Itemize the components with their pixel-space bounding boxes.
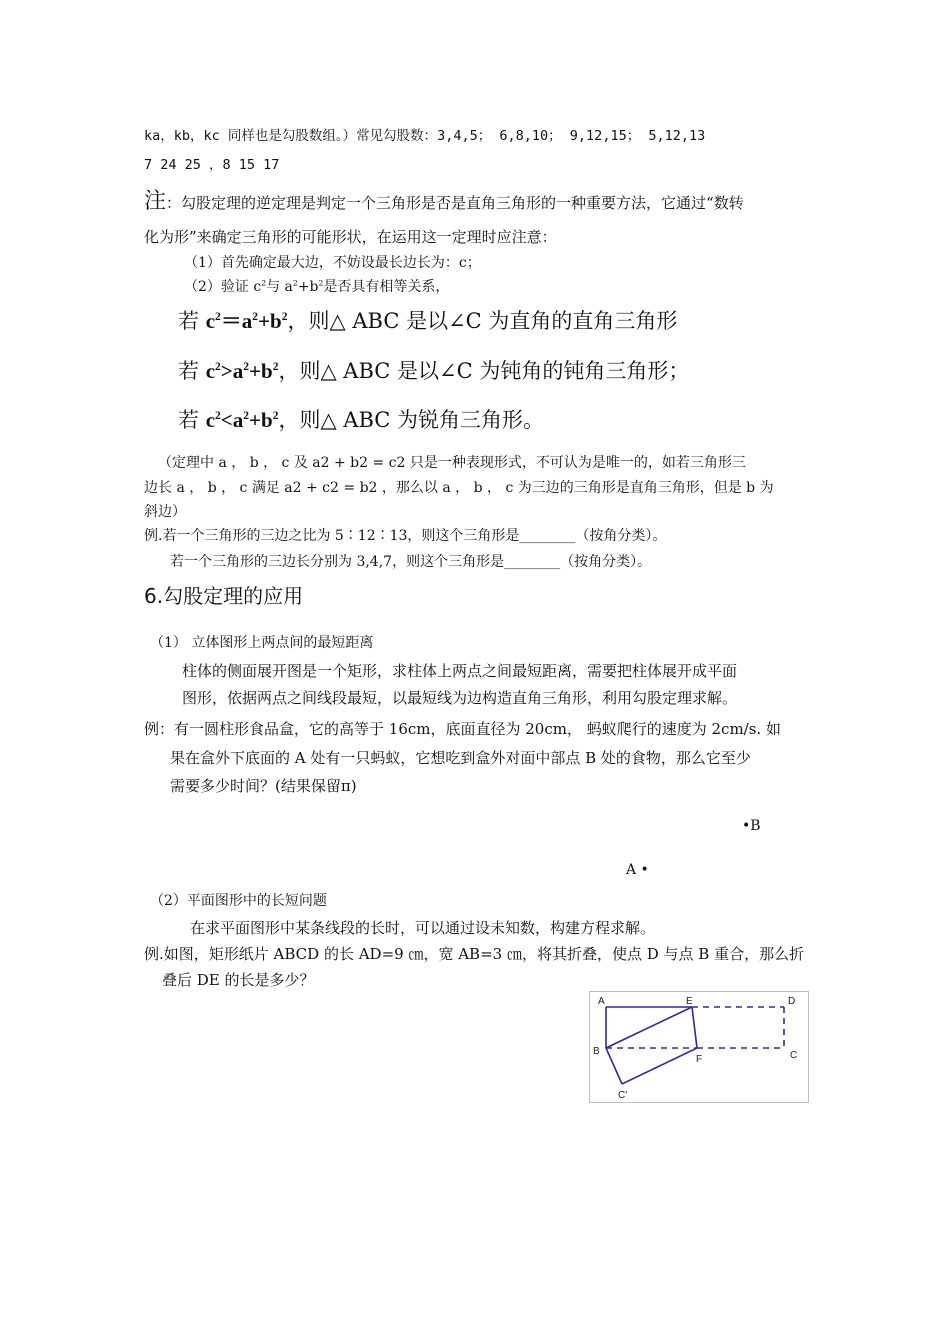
example-fold-a: 例.如图，矩形纸片 ABCD 的长 AD=9 ㎝，宽 AB=3 ㎝，将其折叠，使点 D 与点 B 重合，那么折: [144, 945, 805, 963]
text-line-more-triples: 7 24 25 ，8 15 17: [144, 157, 280, 173]
example-ratio: 例.若一个三角形的三边之比为 5∶12∶13，则这个三角形是________（按角分类）。: [144, 528, 667, 544]
label-c: C: [790, 1050, 798, 1061]
label-b: B: [593, 1046, 600, 1057]
point-a-label: A •: [626, 862, 649, 878]
subsection-1-title: （1） 立体图形上两点间的最短距离: [150, 635, 374, 651]
rule-right-triangle: 若 $c^2=a^2+b^2$，则△ ABC 是以∠C 为直角的直角三角形: [178, 309, 678, 333]
rule-obtuse-triangle: 若 $c^2>a^2+b^2$，则△ ABC 是以∠C 为钝角的钝角三角形；: [178, 359, 690, 383]
subsection-1-text-a: 柱体的侧面展开图是一个矩形，求柱体上两点之间最短距离，需要把柱体展开成平面: [182, 662, 738, 680]
folded-edge-bc: [606, 1048, 622, 1084]
theorem-remark-line-3: 斜边）: [144, 504, 186, 520]
note-paragraph: [144, 184, 744, 215]
example-cylinder-b: 果在盒外下底面的 A 处有一只蚂蚁，它想吃到盒外对面中部点 B 处的食物，那么它至少: [170, 749, 751, 767]
fold-edge-be: [606, 1007, 692, 1048]
folded-rectangle-figure: [589, 991, 809, 1103]
subsection-1-text-b: 图形，依据两点之间线段最短，以最短线为边构造直角三角形，利用勾股定理求解。: [182, 689, 738, 707]
example-fold-b: 叠后 DE 的长是多少？: [162, 971, 315, 989]
theorem-remark-line-1: （定理中 a ， b ， c 及 a2 + b2 = c2 只是一种表现形式，不可认为是唯一的，如若三角形三: [158, 455, 746, 471]
point-b-label: •B: [742, 818, 761, 834]
theorem-remark-line-2: 边长 a ， b ， c 满足 a2 + c2 = b2 ，那么以 a ， b ， c 为三边的三角形是直角三角形，但是 b 为: [144, 480, 774, 496]
step-2: （2）验证 $c^2$与 $a^2+b^2$是否具有相等关系，: [184, 278, 450, 295]
label-f: F: [696, 1054, 703, 1065]
folded-edge-fc: [622, 1048, 697, 1084]
example-side-lengths: 若一个三角形的三边长分别为 3,4,7，则这个三角形是________（按角分类）。: [170, 554, 652, 570]
label-a: A: [598, 996, 605, 1007]
label-c-prime: C': [618, 1090, 628, 1101]
note-head: 注: [144, 189, 167, 214]
fold-edge-ef: [692, 1007, 697, 1048]
note-line-2: 化为形”来确定三角形的可能形状，在运用这一定理时应注意：: [144, 228, 557, 246]
rule-acute-triangle: 若 $c^2<a^2+b^2$，则△ ABC 为锐角三角形。: [178, 408, 545, 432]
example-cylinder-a: 例：有一圆柱形食品盒，它的高等于 16cm，底面直径为 20cm， 蚂蚁爬行的速度为 2cm/s. 如: [144, 720, 781, 738]
step-1: （1）首先确定最大边，不妨设最长边长为：c；: [184, 255, 481, 271]
subsection-2-title: （2）平面图形中的长短问题: [150, 893, 327, 909]
subsection-2-text: 在求平面图形中某条线段的长时，可以通过设未知数，构建方程求解。: [190, 919, 656, 937]
example-cylinder-c: 需要多少时间？(结果保留π): [170, 777, 357, 795]
note-line-1: ：勾股定理的逆定理是判定一个三角形是否是直角三角形的一种重要方法，它通过“数转: [166, 194, 744, 212]
section-heading: 6.勾股定理的应用: [144, 584, 304, 608]
text-line-pythagorean-triples: ka，kb，kc 同样也是勾股数组。）常见勾股数：3,4,5； 6,8,10； 9,12,15； 5,12,13: [144, 128, 706, 144]
label-d: D: [788, 996, 796, 1007]
label-e: E: [686, 996, 693, 1007]
